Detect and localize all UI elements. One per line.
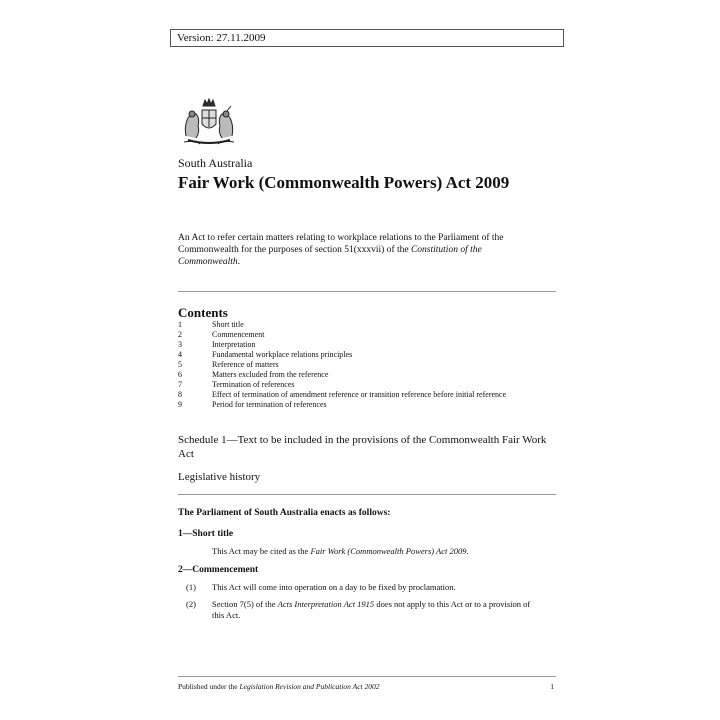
toc-item[interactable] — [178, 320, 548, 330]
toc-item[interactable] — [178, 350, 548, 360]
jurisdiction: South Australia — [178, 156, 253, 170]
toc-number: 3 — [178, 340, 182, 349]
section-1-text — [212, 546, 542, 557]
coat-of-arms-icon — [178, 96, 240, 148]
toc-number: 6 — [178, 370, 182, 379]
subsection-number: (1) — [186, 582, 196, 592]
act-title: Fair Work (Commonwealth Powers) Act 2009 — [178, 173, 510, 192]
subsection-text — [212, 599, 542, 621]
page-number: 1 — [550, 682, 554, 691]
act-citation: Fair Work (Commonwealth Powers) Act 2009 — [310, 546, 467, 556]
toc-number: 5 — [178, 360, 182, 369]
toc-label: Effect of termination of amendment reference or transition reference before initial reference — [212, 390, 507, 399]
footer — [178, 682, 554, 691]
toc-number: 1 — [178, 320, 182, 329]
toc-label: Termination of references — [212, 380, 295, 389]
toc-label: Period for termination of references — [212, 400, 327, 409]
toc-item[interactable] — [178, 390, 548, 400]
toc-number: 2 — [178, 330, 182, 339]
toc-item[interactable] — [178, 370, 548, 380]
footer-divider — [178, 676, 556, 677]
toc-number: 9 — [178, 400, 182, 409]
toc-number: 8 — [178, 390, 182, 399]
contents-list — [178, 320, 548, 410]
long-title-end: . — [237, 257, 241, 267]
long-title — [178, 232, 540, 268]
section-1-text-start: This Act may be cited as the — [212, 546, 311, 556]
divider — [178, 291, 556, 292]
publication-act: Legislation Revision and Publication Act 2002 — [239, 682, 380, 691]
acts-interpretation-citation: Acts Interpretation Act 1915 — [277, 599, 375, 609]
constitution-reference: Constitution of the Commonwealth — [178, 245, 482, 267]
long-title-text: An Act to refer certain matters relating to workplace relations to the Parliament of the Commonwealth for the purposes of section 51(xxxvii) of the — [178, 233, 504, 255]
schedule-link[interactable]: Schedule 1—Text to be included in the provisions of the Commonwealth Fair Work Act — [178, 434, 547, 460]
toc-label: Reference of matters — [212, 360, 279, 369]
subsection-text-start: Section 7(5) of the — [212, 599, 278, 609]
publication-note — [178, 682, 380, 691]
subsection-text: This Act will come into operation on a day to be fixed by proclamation. — [212, 582, 456, 592]
toc-label: Interpretation — [212, 340, 256, 349]
toc-label: Fundamental workplace relations principles — [212, 350, 353, 359]
toc-label: Commencement — [212, 330, 265, 339]
section-1-heading: 1—Short title — [178, 529, 234, 539]
subsection-text-end: does not apply to this Act or to a provision of this Act. — [212, 599, 531, 620]
subsection-number: (2) — [186, 599, 196, 609]
publication-note-text: Published under the — [178, 682, 240, 691]
toc-item[interactable] — [178, 340, 548, 350]
version-box — [170, 29, 564, 47]
toc-item[interactable] — [178, 400, 548, 410]
toc-number: 4 — [178, 350, 182, 359]
toc-label: Short title — [212, 320, 244, 329]
toc-item[interactable] — [178, 360, 548, 370]
toc-label: Matters excluded from the reference — [212, 370, 329, 379]
toc-number: 7 — [178, 380, 182, 389]
toc-item[interactable] — [178, 380, 548, 390]
version-label: Version: 27.11.2009 — [177, 32, 266, 44]
legislative-history-link[interactable]: Legislative history — [178, 471, 261, 483]
contents-heading: Contents — [178, 305, 228, 320]
section-1-text-end: . — [466, 546, 469, 556]
enacting-words: The Parliament of South Australia enacts as follows: — [178, 508, 391, 518]
divider — [178, 494, 556, 495]
toc-item[interactable] — [178, 330, 548, 340]
section-2-heading: 2—Commencement — [178, 565, 259, 575]
